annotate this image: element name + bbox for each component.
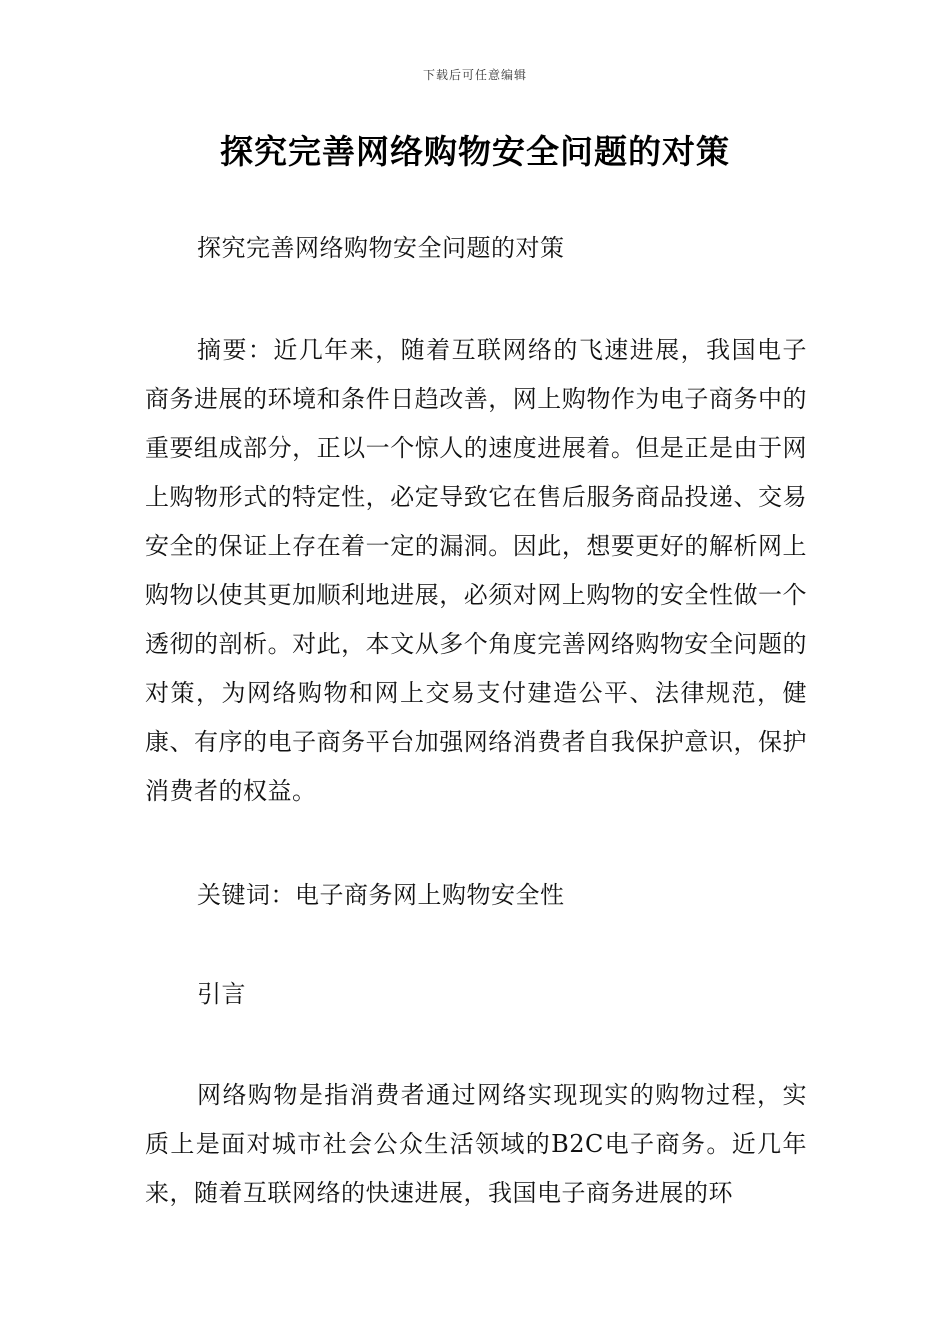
header-note: 下载后可任意编辑	[422, 68, 527, 82]
document-subtitle: 探究完善网络购物安全问题的对策	[197, 234, 565, 262]
intro-paragraph: 网络购物是指消费者通过网络实现现实的购物过程，实质上是面对城市社会公众生活领域的B2C电子商务。近几年来，随着互联网络的快速进展，我国电子商务进展的环	[145, 1081, 807, 1207]
keywords-line: 关键词：电子商务网上购物安全性	[197, 881, 565, 909]
abstract-paragraph: 摘要：近几年来，随着互联网络的飞速进展，我国电子商务进展的环境和条件日趋改善，网上购物作为电子商务中的重要组成部分，正以一个惊人的速度进展着。但是正是由于网上购物形式的特定性，必定导致它在售后服务商品投递、交易安全的保证上存在着一定的漏洞。因此，想要更好的解析网上购物以使其更加顺利地进展，必须对网上购物的安全性做一个透彻的剖析。对此，本文从多个角度完善网络购物安全问题的对策，为网络购物和网上交易支付建造公平、法律规范，健康、有序的电子商务平台加强网络消费者自我保护意识，保护消费者的权益。	[145, 336, 807, 805]
document-title: 探究完善网络购物安全问题的对策	[220, 132, 730, 171]
intro-heading: 引言	[197, 980, 246, 1008]
